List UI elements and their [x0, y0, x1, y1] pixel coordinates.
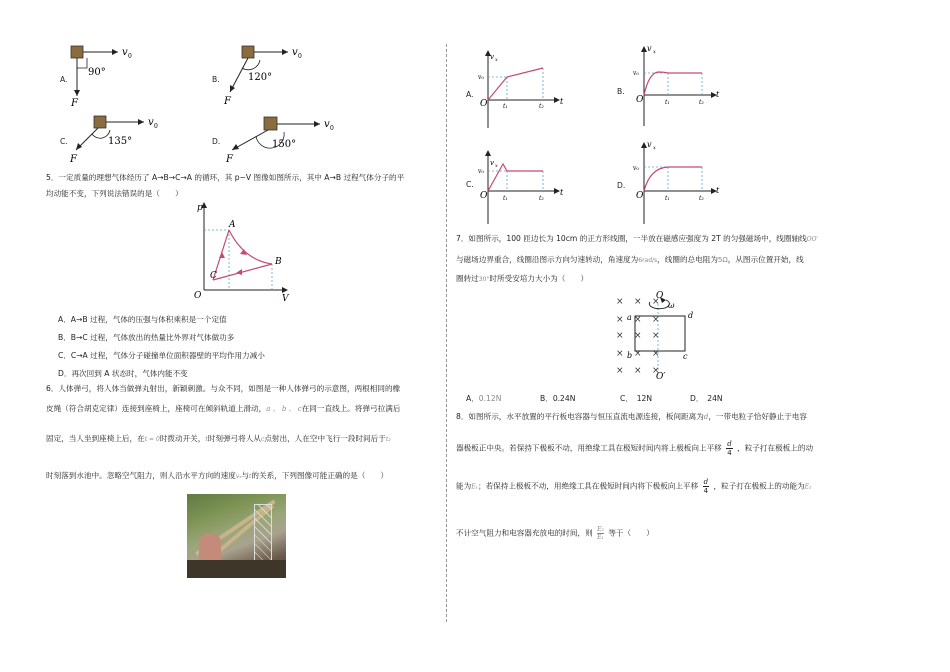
svg-text:v: v	[324, 119, 330, 130]
q7-coil-figure	[610, 286, 710, 380]
svg-text:c: c	[683, 352, 688, 361]
magnetic-field-cross: ×	[616, 366, 624, 376]
magnetic-field-cross: ×	[652, 331, 660, 341]
svg-text:v₀: v₀	[633, 70, 639, 77]
svg-text:t₁: t₁	[665, 99, 670, 106]
svg-text:B: B	[275, 257, 282, 267]
svg-text:p: p	[197, 203, 203, 213]
magnetic-field-cross: ×	[616, 349, 624, 359]
svg-text:v: v	[647, 44, 652, 53]
svg-text:v: v	[647, 140, 652, 149]
svg-text:v: v	[490, 159, 494, 167]
vt-graph-a	[466, 44, 576, 130]
fraction-d-over-4: $\frac{d}{4}$	[727, 440, 732, 457]
q7-line3: 圈转过30°时所受安培力大小为（ ）	[456, 274, 589, 283]
magnetic-field-cross: ×	[634, 331, 642, 341]
vt-graph-b	[617, 40, 737, 130]
magnetic-field-cross: ×	[634, 349, 642, 359]
svg-text:t₂: t₂	[699, 99, 704, 106]
column-divider	[446, 44, 447, 622]
svg-text:t₂: t₂	[699, 195, 704, 202]
force-diagram-120	[208, 40, 328, 110]
q7-option-c[interactable]: C． 12N	[620, 394, 653, 403]
svg-text:ω: ω	[668, 301, 675, 310]
q5-line1: 5．一定质量的理想气体经历了 A→B→C→A 的循环，其 p−V 图像如图所示，其中 A→B 过程气体分子的平	[46, 173, 405, 182]
svg-text:t₂: t₂	[539, 103, 544, 110]
svg-text:O: O	[656, 291, 664, 301]
svg-text:F: F	[70, 154, 77, 165]
q5-pv-graph	[192, 198, 292, 302]
q5-option-c[interactable]: C．C→A 过程，气体分子碰撞单位面积器壁的平均作用力减小	[58, 351, 265, 360]
v0-label: v	[122, 47, 128, 58]
svg-text:O: O	[480, 191, 488, 201]
svg-text:O: O	[636, 191, 644, 201]
q7-option-a[interactable]: A．0.12N	[466, 394, 502, 403]
svg-text:x: x	[653, 49, 656, 55]
magnetic-field-cross: ×	[634, 315, 642, 325]
graph-option-a: A. v x v₀ O t₁ t₂ t	[466, 44, 576, 130]
q5-option-d[interactable]: D．再次回到 A 状态时，气体内能不变	[58, 369, 188, 378]
svg-text:C: C	[210, 271, 217, 281]
svg-text:v₀: v₀	[478, 74, 484, 81]
magnetic-field-cross: ×	[634, 297, 642, 307]
q5-line2: 均动能不变，下列说法错误的是（ ）	[46, 189, 183, 198]
q5-option-b[interactable]: B．B→C 过程，气体放出的热量比外界对气体做功多	[58, 333, 235, 342]
svg-text:b: b	[627, 351, 633, 360]
force-diagram-150	[208, 110, 348, 165]
svg-text:x: x	[653, 145, 656, 151]
svg-text:120°: 120°	[248, 72, 273, 83]
angle-label: 90°	[88, 67, 106, 78]
graph-option-b: B. v x v₀ O t₁ t₂ t	[617, 40, 737, 130]
svg-text:t: t	[716, 186, 720, 195]
q7-line1: 7．如图所示，100 匝边长为 10cm 的正方形线圈，一半放在磁感应强度为 2T 的匀强磁场中，线圈轴线OO′	[456, 234, 818, 243]
q6-line3: 固定，当人坐到座椅上后，在t = 0时拨动开关，t时刻弹弓将人从c点射出，人在空中飞行一段时间后于t₂	[46, 434, 391, 443]
svg-text:t: t	[560, 97, 564, 106]
svg-text:t₁: t₁	[665, 195, 670, 202]
magnetic-field-cross: ×	[616, 331, 624, 341]
vt-graph-c	[466, 140, 576, 226]
svg-text:x: x	[495, 163, 498, 169]
magnetic-field-cross: ×	[652, 366, 660, 376]
svg-text:v₀: v₀	[633, 165, 639, 172]
vt-graph-d	[617, 136, 737, 226]
q6-line1: 6．人体弹弓，将人体当做弹丸射出，新颖刺激。与众不同，如图是一种人体弹弓的示意图，两根相同的橡	[46, 384, 401, 393]
q7-option-b[interactable]: B．0.24N	[540, 394, 576, 403]
force-option-d: D. v 0 150° F	[208, 110, 348, 165]
magnetic-field-cross: ×	[652, 349, 660, 359]
q6-line4: 时刻落到水池中。忽略空气阻力，则人沿水平方向的速度vₓ与t的关系，下列图像可能正确的是（ ）	[46, 471, 389, 480]
svg-text:t: t	[560, 188, 564, 197]
force-diagram-135	[56, 110, 176, 165]
force-diagram-90	[56, 40, 166, 110]
magnetic-field-cross: ×	[616, 315, 624, 325]
magnetic-field-cross: ×	[616, 297, 624, 307]
q8-line3: 能为E₁；若保持上极板不动，用绝缘工具在极短时间内将下极板向上平移 $\frac{d}{4}$ ，粒子打在极板上的动能为E₂	[456, 478, 812, 495]
fraction-e2-over-e1: $\frac{\text{E₂}}{\text{E₁}}$	[597, 526, 604, 541]
svg-text:t₁: t₁	[503, 103, 508, 110]
q8-line4: 不计空气阻力和电容器充放电的时间，则 $\frac{\text{E₂}}{\text{E₁}}$ 等于（ ）	[456, 526, 654, 541]
svg-text:a: a	[627, 313, 632, 322]
svg-text:F: F	[226, 154, 233, 165]
svg-text:v₀: v₀	[478, 168, 484, 175]
graph-option-d: D. v x v₀ O t₁ t₂ t	[617, 136, 737, 226]
svg-text:x: x	[495, 57, 498, 63]
svg-text:0: 0	[330, 125, 334, 132]
q6-line2: 皮绳（符合胡克定律）连接到座椅上，座椅可在倾斜轨道上滑动，a 、 b 、 c在同一直线上。将弹弓拉满后	[46, 404, 401, 413]
svg-text:0: 0	[298, 53, 302, 60]
svg-text:v: v	[292, 47, 298, 58]
svg-text:t₂: t₂	[539, 195, 544, 202]
force-option-a	[56, 40, 166, 110]
q8-line1: 8．如图所示，水平放置的平行板电容器与恒压直流电源连接，板间距离为d，一带电粒子恰好静止于电容	[456, 412, 808, 421]
q8-line2: 器极板正中央。若保持下极板不动，用绝缘工具在极短时间内将上极板向上平移 $\frac{d}{4}$ ，粒子打在极板上的动	[456, 440, 814, 457]
svg-text:0: 0	[128, 53, 132, 60]
svg-text:150°: 150°	[272, 139, 297, 150]
human-slingshot-photo	[187, 494, 286, 578]
svg-text:O: O	[194, 291, 202, 301]
svg-text:d: d	[688, 311, 694, 320]
magnetic-field-cross: ×	[652, 315, 660, 325]
magnetic-field-cross: ×	[634, 366, 642, 376]
fraction-d-over-4: $\frac{d}{4}$	[703, 478, 709, 495]
q7-line2: 与磁场边界重合，线圈沿图示方向匀速转动，角速度为6rad/s，线圈的总电阻为5Ω，从图示位置开始，线	[456, 255, 804, 264]
svg-text:v: v	[148, 117, 154, 128]
svg-text:A: A	[229, 220, 236, 230]
svg-text:F: F	[224, 96, 231, 107]
magnetic-field-cross: ×	[652, 297, 660, 307]
q7-option-d[interactable]: D． 24N	[690, 394, 723, 403]
graph-option-c: C. v x v₀ O t₁ t₂ t	[466, 140, 576, 226]
svg-text:t: t	[716, 90, 720, 99]
svg-text:O: O	[480, 99, 488, 109]
svg-text:t₁: t₁	[503, 195, 508, 202]
q5-option-a[interactable]: A．A→B 过程，气体的压强与体积乘积是一个定值	[58, 315, 227, 324]
svg-text:0: 0	[154, 123, 158, 130]
svg-text:135°: 135°	[108, 136, 133, 147]
svg-text:O′: O′	[656, 372, 666, 380]
svg-text:V: V	[282, 294, 289, 302]
force-option-b: B. v 0 120° F	[208, 40, 328, 110]
svg-text:O: O	[636, 95, 644, 105]
svg-text:v: v	[490, 53, 494, 61]
f-label: F	[71, 98, 78, 109]
option-letter: A.	[60, 75, 68, 84]
force-option-c: C. v 0 135° F	[56, 110, 176, 165]
